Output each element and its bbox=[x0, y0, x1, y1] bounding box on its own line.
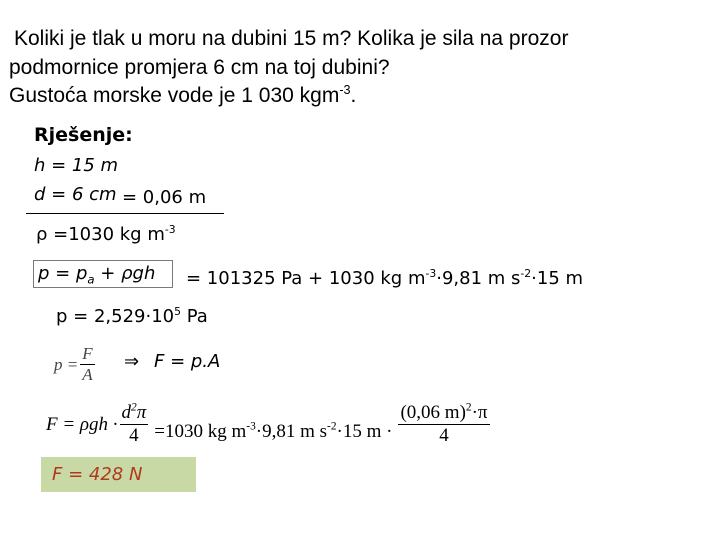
diameter-converted: = 0,06 m bbox=[122, 187, 207, 208]
force-formula-lhs: F = ρgh · bbox=[46, 413, 118, 435]
force-formula-frac-2-num-a: (0,06 m) bbox=[400, 402, 466, 423]
pressure-result bbox=[56, 306, 208, 327]
pressure-result-exp: 5 bbox=[174, 305, 181, 318]
pressure-values bbox=[186, 268, 583, 289]
given-density bbox=[36, 224, 176, 245]
force-formula-frac-1-num-exp: 2 bbox=[131, 401, 137, 414]
pressure-result-b: Pa bbox=[180, 306, 208, 327]
force-formula-frac-2-num-exp: 2 bbox=[465, 401, 472, 414]
force-definition-fraction bbox=[54, 344, 95, 385]
pressure-formula-p: p = p bbox=[38, 263, 88, 284]
pressure-formula-sub: a bbox=[87, 272, 95, 287]
given-depth: h = 15 m bbox=[34, 155, 119, 176]
pressure-result-a: p = 2,529·10 bbox=[56, 306, 175, 327]
force-formula-frac-1-den: 4 bbox=[129, 425, 139, 446]
pressure-formula-rest: + ρgh bbox=[94, 263, 156, 284]
force-formula-values-b: ·9,81 m s bbox=[255, 420, 328, 442]
density-exponent: -3 bbox=[164, 223, 176, 236]
force-formula-frac-2-den: 4 bbox=[439, 425, 449, 446]
force-formula-frac-1 bbox=[120, 402, 149, 447]
force-definition-rhs: F = p.A bbox=[154, 351, 221, 372]
force-definition-frac bbox=[80, 344, 94, 385]
force-formula-frac-1-num-b: π bbox=[136, 402, 147, 423]
given-diameter: d = 6 cm bbox=[34, 184, 117, 205]
question-line-3 bbox=[9, 85, 356, 106]
force-formula-values-exp-1: -3 bbox=[246, 420, 256, 433]
force-definition-lhs: p = bbox=[54, 354, 79, 374]
force-formula-frac-1-num bbox=[120, 402, 149, 424]
force-definition-num: F bbox=[82, 344, 93, 363]
force-formula-frac-2 bbox=[398, 402, 489, 447]
pressure-values-a: = 101325 Pa + 1030 kg m bbox=[186, 268, 426, 289]
force-formula-values-exp-2: -2 bbox=[327, 420, 337, 433]
force-formula-frac-2-num bbox=[398, 402, 489, 424]
solution-heading: Rješenje: bbox=[34, 124, 133, 146]
force-formula-frac-2-num-b: ·π bbox=[471, 402, 488, 423]
pressure-values-exp-1: -3 bbox=[425, 267, 437, 280]
density-text: ρ =1030 kg m bbox=[36, 224, 165, 245]
force-formula-values-c: ·15 m · bbox=[336, 420, 393, 442]
force-formula bbox=[46, 402, 490, 447]
force-formula-values bbox=[154, 421, 392, 443]
question-line-2: podmornice promjera 6 cm na toj dubini? bbox=[9, 56, 390, 79]
pressure-values-c: ·15 m bbox=[531, 268, 584, 289]
force-definition-arrow: ⇒ bbox=[124, 351, 140, 372]
given-divider-line bbox=[26, 213, 224, 214]
force-formula-values-a: =1030 kg m bbox=[154, 420, 247, 442]
force-formula-frac-1-num-a: d bbox=[121, 402, 132, 423]
question-line-3-exponent: -3 bbox=[339, 83, 351, 97]
pressure-values-b: ·9,81 m s bbox=[436, 268, 521, 289]
answer-box: F = 428 N bbox=[41, 457, 196, 492]
question-line-3-end: . bbox=[350, 84, 357, 107]
force-definition-den: A bbox=[82, 365, 93, 384]
question-line-1: Koliki je tlak u moru na dubini 15 m? Kolika je sila na prozor bbox=[14, 27, 569, 50]
pressure-formula-box bbox=[33, 260, 173, 288]
question-line-3-text: Gustoća morske vode je 1 030 kgm bbox=[9, 84, 340, 107]
pressure-values-exp-2: -2 bbox=[520, 267, 532, 280]
